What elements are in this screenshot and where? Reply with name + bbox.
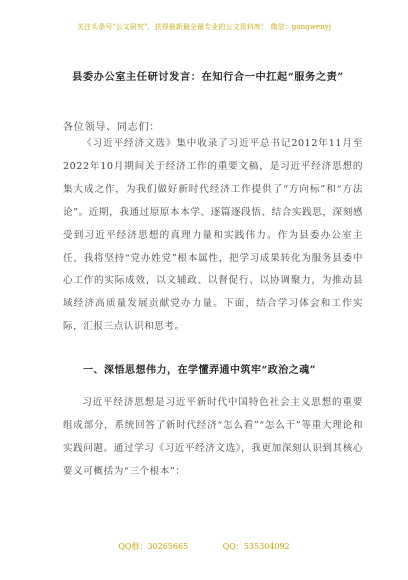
footer-qq-group: QQ群：30265665: [118, 542, 189, 551]
footer-note: [0, 541, 408, 552]
salutation: 各位领导、同志们：: [63, 122, 161, 133]
body-paragraph: 《习近平经济文选》集中收录了习近平总书记2012年11月至2022年10月期间关于经济工作的重要文稿，是习近平经济思想的集大成之作，为我们做好新时代经济工作提供了“方向标”和“方法论”。近期，我通过原原本本学、逐篇逐段悟、结合实践思，深刻感受到习近平经济思想的真理力量和实践伟力。作为县委办公室主任，我将坚持“党办姓党”根本属性，把学习成果转化为服务县委中心工作的实际成效，以文辅政、以督促行、以协调聚力，为推动县域经济高质量发展贡献党办力量。下面，结合学习体会和工作实际，汇报三点认识和思考。: [63, 138, 363, 333]
footer-qq: QQ：535304092: [222, 542, 290, 551]
header-note: 关注头条号"公文研究"，获得最新最全最专业的公文资料库！ 微信：gongwenyj: [76, 23, 332, 31]
body-paragraph: 习近平经济思想是习近平新时代中国特色社会主义思想的重要组成部分，系统回答了新时代经济“怎么看”“怎么干”等重大理论和实践问题。通过学习《习近平经济文选》，我更加深刻认识到其核心要义可概括为“三个根本”：: [63, 397, 363, 477]
document-title: 县委办公室主任研讨发言：在知行合一中扛起“服务之责”: [72, 71, 344, 83]
section-heading: 一、深悟思想伟力，在学懂弄通中筑牢“政治之魂”: [83, 365, 317, 376]
